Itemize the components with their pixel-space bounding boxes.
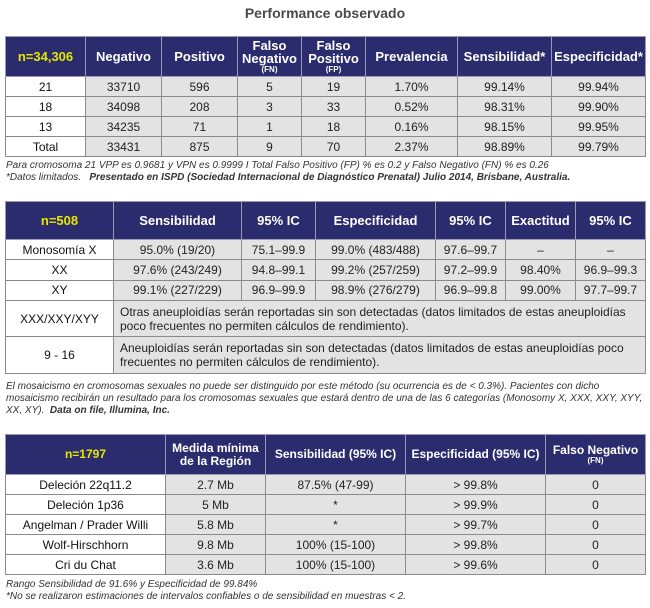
table-cell: 0.16% <box>366 117 458 137</box>
table-cell: 96.9–99.8 <box>436 280 506 300</box>
table-cell: 2.37% <box>366 137 458 157</box>
table1-header: Negativo <box>86 37 162 77</box>
table-cell: 3.6 Mb <box>166 555 266 575</box>
table2-header: Sensibilidad <box>114 202 242 240</box>
table-cell: 97.7–99.7 <box>576 280 646 300</box>
table-cell: 0 <box>546 535 646 555</box>
table-cell: 97.2–99.9 <box>436 260 506 280</box>
table-cell: 99.0% (483/488) <box>316 240 436 260</box>
table1-header: Falso Positivo (FP) <box>302 37 366 77</box>
row-label: Total <box>6 137 86 157</box>
table-cell: 9 <box>238 137 302 157</box>
table-cell: 100% (15-100) <box>266 535 406 555</box>
table-cell: 99.95% <box>552 117 646 137</box>
table-cell: 0 <box>546 495 646 515</box>
table1-header: Especificidad* <box>552 37 646 77</box>
table-cell: 18 <box>302 117 366 137</box>
table-cell: 0 <box>546 475 646 495</box>
table-row <box>6 77 646 97</box>
table-cell: 98.9% (276/279) <box>316 280 436 300</box>
row-label: Angelman / Prader Willi <box>6 515 166 535</box>
table1-header: Sensibilidad* <box>458 37 552 77</box>
table-cell: 95.0% (19/20) <box>114 240 242 260</box>
table-cell: 9.8 Mb <box>166 535 266 555</box>
table-cell: 596 <box>162 77 238 97</box>
row-label: Deleción 22q11.2 <box>6 475 166 495</box>
table1-corner: n=34,306 <box>6 37 86 77</box>
row-label: XX <box>6 260 114 280</box>
table-cell: * <box>266 515 406 535</box>
row-label: 21 <box>6 77 86 97</box>
table3-corner: n=1797 <box>6 435 166 475</box>
table-cell: 99.94% <box>552 77 646 97</box>
table-row <box>6 300 646 337</box>
table-cell: 96.9–99.9 <box>242 280 316 300</box>
table-row <box>6 475 646 495</box>
table3-header: Falso Negativo (FN) <box>546 435 646 475</box>
table-cell: 5.8 Mb <box>166 515 266 535</box>
table-cell: 875 <box>162 137 238 157</box>
table-cell: 33710 <box>86 77 162 97</box>
table2-header: 95% IC <box>242 202 316 240</box>
table-row <box>6 495 646 515</box>
table-cell: 99.2% (257/259) <box>316 260 436 280</box>
trisomy-performance-table <box>5 36 646 157</box>
table3-header: Especificidad (95% IC) <box>406 435 546 475</box>
table-cell: 70 <box>302 137 366 157</box>
table2-header: 95% IC <box>436 202 506 240</box>
note-cell: Otras aneuploidías serán reportadas sin son detectadas (datos limitados de estas aneuploidías poco frecuentes no permiten cálculos de rendimiento). <box>114 300 646 337</box>
table-cell: 99.00% <box>506 280 576 300</box>
table-cell: 3 <box>238 97 302 117</box>
table-cell: 0 <box>546 515 646 535</box>
table-cell: 71 <box>162 117 238 137</box>
table2-footnote: El mosaicismo en cromosomas sexuales no puede ser distinguido por este método (su ocurrencia es de < 0.3%). Pacientes con dicho mosaicismo recibirán un resultado para los cromosomas sexuales que estará dentro de una de las 6 categorías (Monosomy X, XXX, XXY, XYY, XX, XY). Data on file, Illumina, Inc. <box>6 381 643 416</box>
table-cell: 98.31% <box>458 97 552 117</box>
table-cell: 75.1–99.9 <box>242 240 316 260</box>
note-cell: Aneuploidías serán reportadas sin son detectadas (datos limitados de estas aneuploidías poco frecuentes no permiten cálculos de rendimiento). <box>114 337 646 374</box>
table-cell: * <box>266 495 406 515</box>
table-cell: 1 <box>238 117 302 137</box>
table3-header: Sensibilidad (95% IC) <box>266 435 406 475</box>
table-cell: 98.15% <box>458 117 552 137</box>
table-row <box>6 240 646 260</box>
table-cell: 34098 <box>86 97 162 117</box>
table-row <box>6 555 646 575</box>
table-cell: 33 <box>302 97 366 117</box>
table3-footnote: Rango Sensibilidad de 91.6% y Especificidad de 99.84% *No se realizaron estimaciones de intervalos confiables o de sensibilidad en muestras < 2. <box>6 579 406 602</box>
table-cell: > 99.7% <box>406 515 546 535</box>
table-cell: 99.14% <box>458 77 552 97</box>
table-cell: 99.90% <box>552 97 646 117</box>
table-row <box>6 260 646 280</box>
page-title: Performance observado <box>244 5 406 21</box>
table3-header: Medida mínima de la Región <box>166 435 266 475</box>
table-cell: – <box>506 240 576 260</box>
table-row <box>6 137 646 157</box>
table2-corner: n=508 <box>6 202 114 240</box>
row-label: 9 - 16 <box>6 337 114 374</box>
table2-header: Especificidad <box>316 202 436 240</box>
table-row <box>6 280 646 300</box>
table-cell: 0.52% <box>366 97 458 117</box>
table-cell: 5 <box>238 77 302 97</box>
table-cell: > 99.9% <box>406 495 546 515</box>
table-cell: 19 <box>302 77 366 97</box>
row-label: Monosomía X <box>6 240 114 260</box>
table-cell: 208 <box>162 97 238 117</box>
row-label: 18 <box>6 97 86 117</box>
table-row <box>6 535 646 555</box>
table-cell: > 99.8% <box>406 535 546 555</box>
table-cell: 33431 <box>86 137 162 157</box>
table-cell: 98.89% <box>458 137 552 157</box>
table-cell: 87.5% (47-99) <box>266 475 406 495</box>
table-cell: 96.9–99.3 <box>576 260 646 280</box>
row-label: Wolf-Hirschhorn <box>6 535 166 555</box>
table-cell: 94.8–99.1 <box>242 260 316 280</box>
table-cell: 0 <box>546 555 646 575</box>
table-cell: 99.79% <box>552 137 646 157</box>
table2-header: Exactitud <box>506 202 576 240</box>
sex-chromosome-table <box>5 201 646 374</box>
row-label: XXX/XXY/XYY <box>6 300 114 337</box>
table-cell: 97.6–99.7 <box>436 240 506 260</box>
row-label: Cri du Chat <box>6 555 166 575</box>
table-cell: 100% (15-100) <box>266 555 406 575</box>
table-cell: 1.70% <box>366 77 458 97</box>
table2-header: 95% IC <box>576 202 646 240</box>
table-cell: 99.1% (227/229) <box>114 280 242 300</box>
table-cell: > 99.6% <box>406 555 546 575</box>
table-row <box>6 117 646 137</box>
row-label: XY <box>6 280 114 300</box>
table-cell: – <box>576 240 646 260</box>
table-cell: 98.40% <box>506 260 576 280</box>
microdeletion-table <box>5 434 646 575</box>
table1-header: Prevalencia <box>366 37 458 77</box>
table-cell: 2.7 Mb <box>166 475 266 495</box>
table1-header: Positivo <box>162 37 238 77</box>
table-cell: > 99.8% <box>406 475 546 495</box>
table-row <box>6 97 646 117</box>
table1-footnote: Para cromosoma 21 VPP es 0.9681 y VPN es 0.9999 I Total Falso Positivo (FP) % es 0.2 y Falso Negativo (FN) % es 0.26 *Datos limitados. Presentado en ISPD (Sociedad Internacional de Diagnóstico Prenatal) Julio 2014, Brisbane, Australia. <box>6 160 571 183</box>
table-row <box>6 515 646 535</box>
row-label: 13 <box>6 117 86 137</box>
table-cell: 97.6% (243/249) <box>114 260 242 280</box>
row-label: Deleción 1p36 <box>6 495 166 515</box>
table-cell: 34235 <box>86 117 162 137</box>
table1-header: Falso Negativo (FN) <box>238 37 302 77</box>
table-row <box>6 337 646 374</box>
table-cell: 5 Mb <box>166 495 266 515</box>
